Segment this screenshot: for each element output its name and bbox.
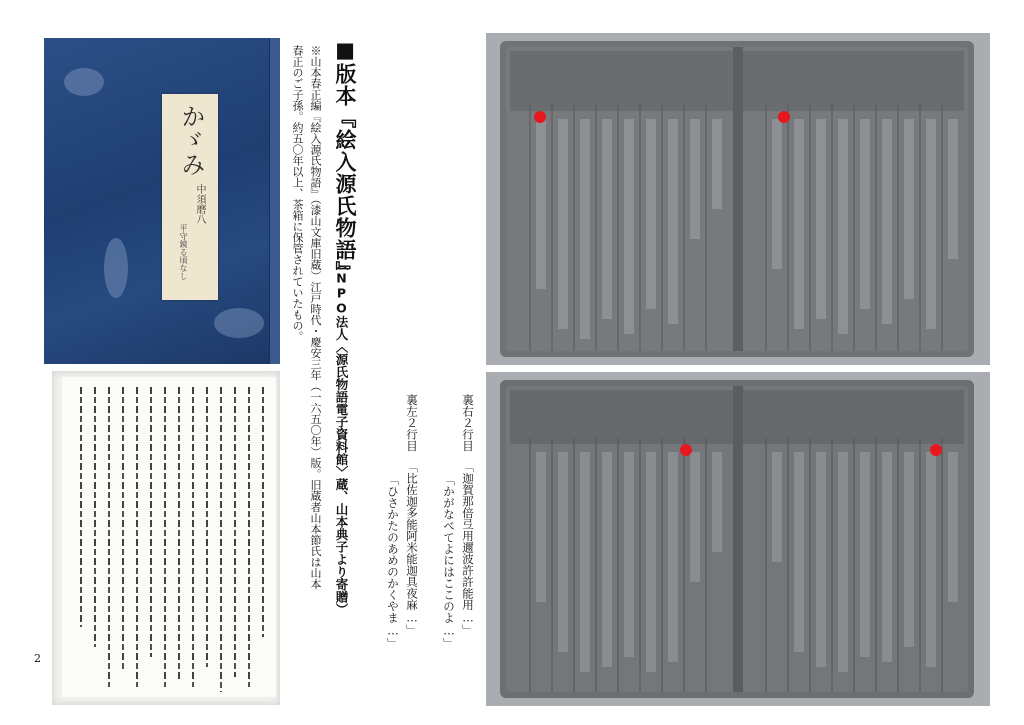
- caption-label-right: 裏右２行目: [461, 394, 475, 452]
- caption-quote-3: 「比佐迦多能阿米能迦具夜麻…」: [405, 461, 419, 636]
- heading-credit: （NPO法人〈源氏物語電子資料館〉蔵、山本典子より寄贈）: [334, 258, 349, 616]
- woodblock-bottom-graphic: [486, 372, 990, 706]
- marker-dot-1: [534, 111, 546, 123]
- woodblock-top-graphic: [486, 33, 990, 365]
- note-line-2: 春正のご子孫。約五〇年以上、茶箱に保管されていたもの。: [291, 45, 304, 342]
- marker-dot-2: [778, 111, 790, 123]
- section-heading: ■版本『絵入源氏物語』: [333, 38, 357, 283]
- book-cover-photo: [44, 38, 280, 364]
- woodblock-photo-top: [486, 33, 990, 365]
- caption-label-left: 裏左２行目: [405, 394, 419, 452]
- caption-quote-2: 「かがなべてよにはここのよ…」: [442, 474, 456, 649]
- caption-quote-1: 「迦賀那倍弖用邇波許許能用…」: [461, 461, 475, 636]
- page-number: 2: [34, 652, 41, 665]
- title-slip: [162, 94, 218, 300]
- marker-dot-4: [930, 444, 942, 456]
- note-line-1: ※山本春正編『絵入源氏物語』（漆山文庫旧蔵）江戸時代・慶安三年（一六五〇年）版。旧蔵者山本節氏は山本: [309, 45, 322, 590]
- caption-quote-4: 「ひさかたのあめのかくやま…」: [386, 474, 400, 649]
- cover-volume-label: 中須磨八: [194, 184, 205, 224]
- book-spine: [269, 38, 280, 364]
- woodblock-photo-bottom: [486, 372, 990, 706]
- handwritten-page-photo: [52, 371, 280, 705]
- page-paper: [62, 377, 276, 697]
- marker-dot-3: [680, 444, 692, 456]
- cover-sub-label: 平守鏡る頃なし: [179, 224, 188, 280]
- cover-title: かゞみ: [177, 104, 205, 176]
